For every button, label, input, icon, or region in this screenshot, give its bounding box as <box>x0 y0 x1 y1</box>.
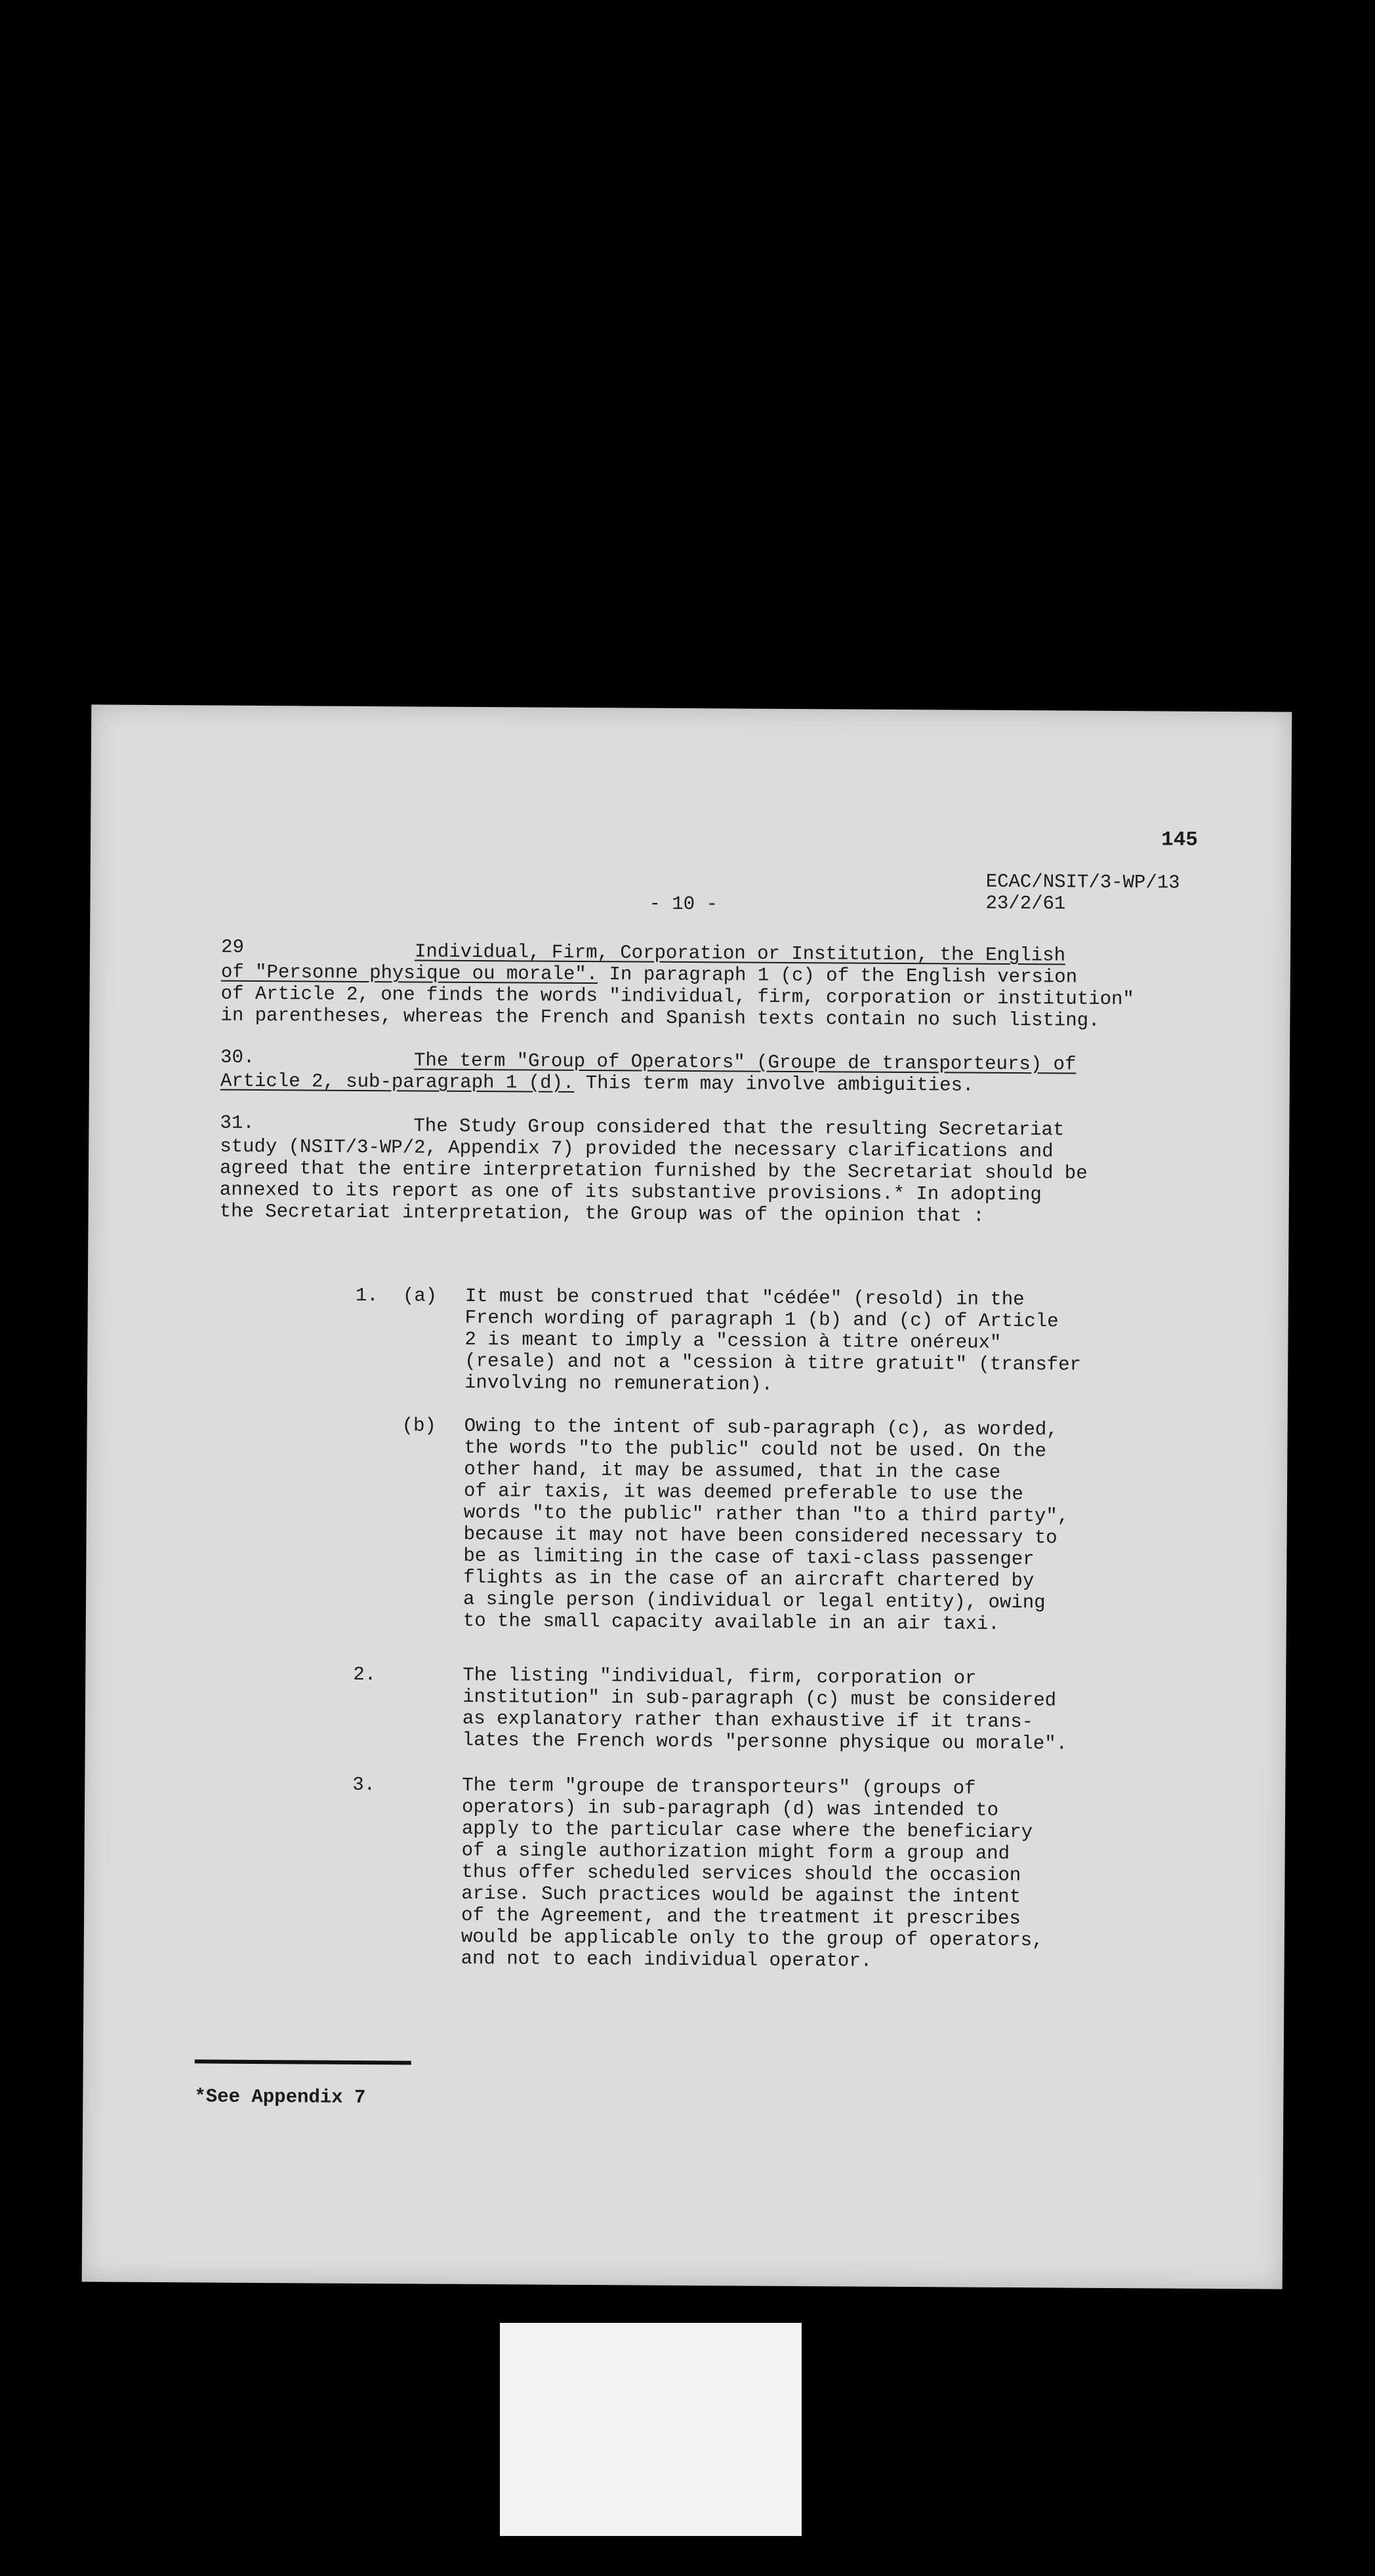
item-1b-line-4: of air taxis, it was deemed preferable to use the <box>463 1479 1023 1506</box>
document-reference: ECAC/NSIT/3-WP/13 <box>985 870 1180 894</box>
item-1b-line-10: to the small capacity available in an air taxi. <box>462 1609 1000 1635</box>
item-1b-line-7: be as limiting in the case of taxi-class passenger <box>463 1544 1035 1571</box>
item-3-line-4: of a single authorization might form a group and <box>461 1839 1010 1865</box>
item-2-line-1: The listing "individual, firm, corporation or <box>462 1664 977 1689</box>
para-30-heading-cont: Article 2, sub-paragraph 1 (d). <box>220 1070 575 1094</box>
para-29-line-4: in parentheses, whereas the French and Spanish texts contain no such listing. <box>220 1004 1100 1032</box>
item-1b-line-9: a single person (individual or legal entity), owing <box>462 1588 1046 1614</box>
item-3-line-3: apply to the particular case where the beneficiary <box>461 1817 1033 1843</box>
para-30-text: This term may involve ambiguities. <box>574 1072 974 1097</box>
page-marker: - 10 - <box>649 893 718 916</box>
item-1b-line-6: because it may not have been considered necessary to <box>463 1523 1057 1549</box>
item-1a-line-3: 2 is meant to imply a "cession à titre onéreux" <box>464 1328 1002 1354</box>
para-29-line-3: of Article 2, one finds the words "individual, firm, corporation or institution" <box>220 982 1134 1011</box>
document-page <box>82 704 1292 2289</box>
item-2-number: 2. <box>353 1663 377 1686</box>
para-30-heading: The term "Group of Operators" (Groupe de transporteurs) of <box>413 1049 1077 1076</box>
item-1b-line-1: Owing to the intent of sub-paragraph (c), as worded, <box>464 1415 1058 1441</box>
para-30-number: 30. <box>220 1046 255 1068</box>
item-1b-line-8: flights as in the case of an aircraft chartered by <box>463 1566 1035 1592</box>
item-1b-line-5: words "to the public" rather than "to a third party", <box>463 1501 1069 1527</box>
para-30-line-2 <box>220 1070 974 1097</box>
para-31-line-2: study (NSIT/3-WP/2, Appendix 7) provided the necessary clarifications and <box>220 1135 1054 1163</box>
item-1a-line-5: involving no remuneration). <box>464 1371 773 1396</box>
page-number: 145 <box>1161 828 1199 852</box>
para-31-line-3: agreed that the entire interpretation furnished by the Secretariat should be <box>219 1157 1088 1184</box>
item-2-line-4: lates the French words "personne physique ou morale". <box>462 1729 1068 1755</box>
item-3-line-9: and not to each individual operator. <box>461 1947 872 1972</box>
item-1a-line-1: It must be construed that "cédée" (resold) in the <box>464 1285 1025 1311</box>
item-1b-line-3: other hand, it may be assumed, that in the case <box>464 1458 1001 1483</box>
para-29-number: 29 <box>221 936 245 958</box>
item-1b-line-2: the words "to the public" could not be used. On the <box>464 1436 1047 1462</box>
item-1b-label: (b) <box>401 1415 436 1437</box>
item-3-number: 3. <box>352 1773 376 1796</box>
item-1-number: 1. <box>355 1284 379 1307</box>
footnote: *See Appendix 7 <box>194 2085 366 2109</box>
item-3-line-2: operators) in sub-paragraph (d) was intended to <box>462 1796 999 1821</box>
document-date: 23/2/61 <box>985 892 1066 915</box>
item-2-line-2: institution" in sub-paragraph (c) must be considered <box>462 1685 1057 1712</box>
item-3-line-1: The term "groupe de transporteurs" (groups of <box>462 1774 976 1800</box>
item-3-line-7: of the Agreement, and the treatment it prescribes <box>461 1904 1021 1930</box>
para-29-heading-cont: of "Personne physique ou morale". <box>220 961 598 986</box>
para-31-line-1: The Study Group considered that the resulting Secretariat <box>413 1115 1065 1141</box>
item-1a-line-2: French wording of paragraph 1 (b) and (c) of Article <box>464 1306 1059 1333</box>
para-31-line-5: the Secretariat interpretation, the Group was of the opinion that : <box>219 1200 985 1227</box>
para-31-line-4: annexed to its report as one of its substantive provisions.* In adopting <box>219 1178 1042 1206</box>
item-3-line-6: arise. Such practices would be against the intent <box>461 1882 1021 1908</box>
item-2-line-3: as explanatory rather than exhaustive if it trans- <box>462 1707 1034 1733</box>
item-1a-line-4: (resale) and not a "cession à titre gratuit" (transfer <box>464 1350 1082 1376</box>
item-1a-label: (a) <box>402 1285 438 1307</box>
para-31-number: 31. <box>220 1112 255 1134</box>
item-3-line-5: thus offer scheduled services should the occasion <box>461 1861 1021 1887</box>
para-29-heading: Individual, Firm, Corporation or Institution, the English <box>414 940 1066 967</box>
footnote-rule <box>195 2059 411 2064</box>
blank-slip <box>500 2323 802 2536</box>
item-3-line-8: would be applicable only to the group of operators, <box>461 1925 1044 1952</box>
para-29-text: In paragraph 1 (c) of the English version <box>598 963 1078 988</box>
